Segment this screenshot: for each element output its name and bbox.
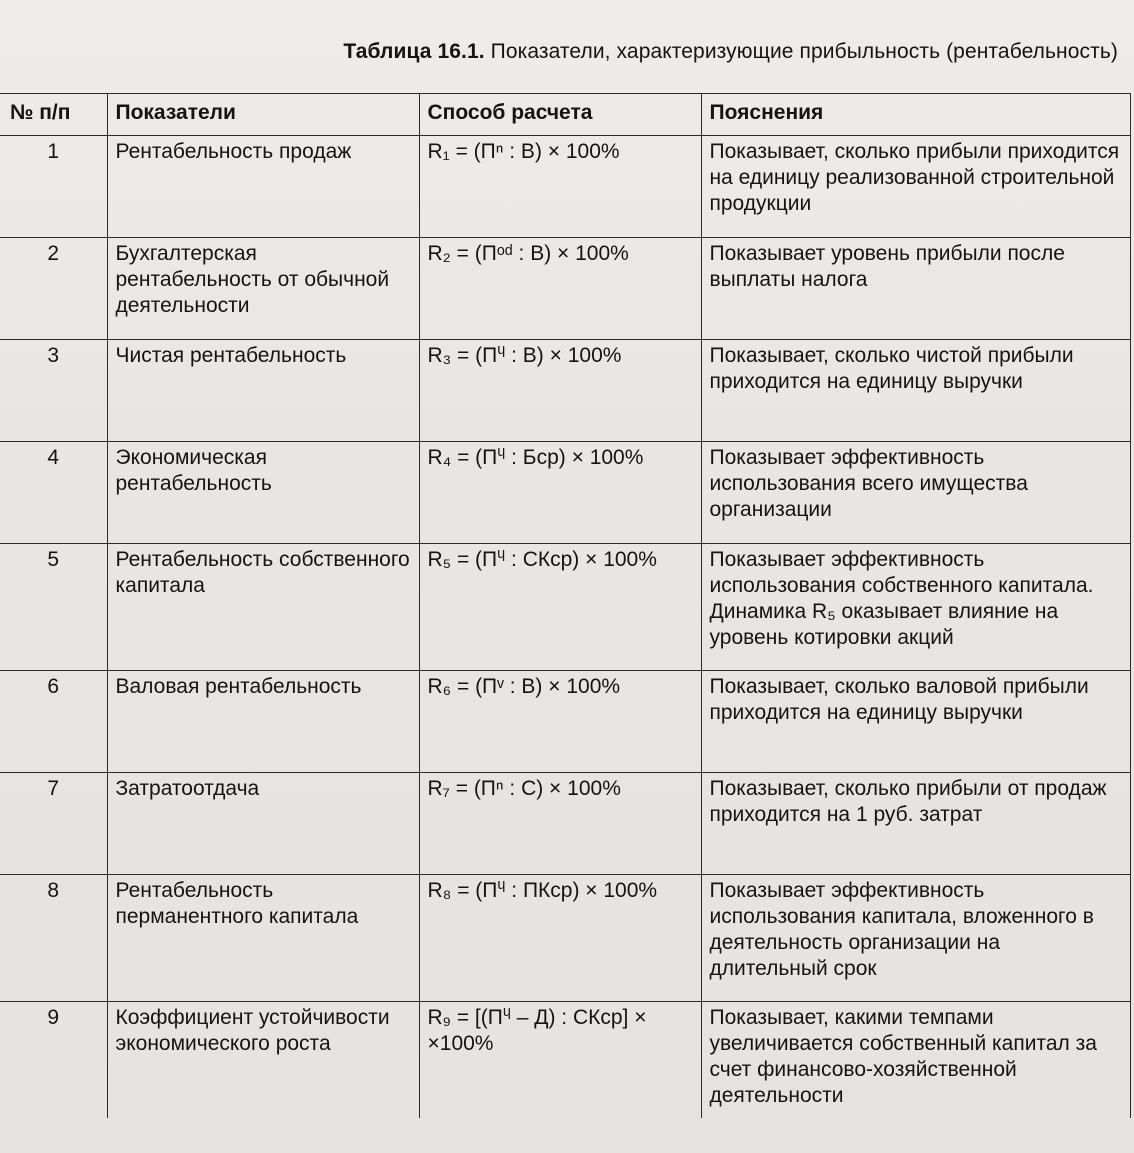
row-indicator: Бухгалтерская рентабельность от обычной деятельности [107,238,419,340]
row-formula: R₈ = (Пᶣ : ПКср) × 100% [419,875,701,1002]
row-explanation: Показывает, сколько валовой прибыли приходится на единицу выручки [701,671,1130,773]
row-number: 2 [0,238,107,340]
row-indicator: Рентабельность продаж [107,136,419,238]
table-caption [343,40,1118,64]
caption-label: Таблица 16.1. [343,40,485,63]
row-indicator: Чистая рентабельность [107,340,419,442]
row-number: 6 [0,671,107,773]
table-row [0,340,1130,442]
header-explanation: Пояснения [701,94,1130,136]
row-formula: R₇ = (Пⁿ : С) × 100% [419,773,701,875]
row-formula: R₁ = (Пⁿ : В) × 100% [419,136,701,238]
row-indicator: Рентабельность перманентного капитала [107,875,419,1002]
row-formula: R₄ = (Пᶣ : Бср) × 100% [419,442,701,544]
row-indicator: Затратоотдача [107,773,419,875]
row-formula: R₃ = (Пᶣ : В) × 100% [419,340,701,442]
header-method: Способ расчета [419,94,701,136]
row-number: 9 [0,1002,107,1119]
table-row [0,1002,1130,1119]
row-number: 8 [0,875,107,1002]
row-explanation: Показывает, сколько прибыли приходится на единицу реализованной строительной продукции [701,136,1130,238]
row-number: 3 [0,340,107,442]
row-explanation: Показывает уровень прибыли после выплаты налога [701,238,1130,340]
table-row [0,238,1130,340]
table-row [0,442,1130,544]
row-explanation: Показывает, сколько чистой прибыли приходится на единицу выручки [701,340,1130,442]
row-explanation: Показывает, какими темпами увеличивается собственный капитал за счет финансово-хозяйственной деятельности [701,1002,1130,1119]
row-number: 7 [0,773,107,875]
row-formula: R₅ = (Пᶣ : СКср) × 100% [419,544,701,671]
table-row [0,544,1130,671]
row-indicator: Экономическая рентабельность [107,442,419,544]
table-row [0,875,1130,1002]
row-explanation: Показывает эффективность использования собственного капитала. Динамика R₅ оказывает влияние на уровень котировки акций [701,544,1130,671]
row-number: 4 [0,442,107,544]
table-header-row [0,94,1130,136]
row-formula: R₆ = (Пᵛ : В) × 100% [419,671,701,773]
header-number: № п/п [0,94,107,136]
row-explanation: Показывает, сколько прибыли от продаж приходится на 1 руб. затрат [701,773,1130,875]
row-indicator: Рентабельность собственного капитала [107,544,419,671]
profitability-table [0,93,1131,1118]
caption-text: Показатели, характеризующие прибыльность (рентабельность) [490,40,1118,63]
row-number: 1 [0,136,107,238]
header-indicator: Показатели [107,94,419,136]
table-row [0,671,1130,773]
row-formula: R₂ = (Пᵒᵈ : В) × 100% [419,238,701,340]
row-explanation: Показывает эффективность использования капитала, вложенного в деятельность организации на длительный срок [701,875,1130,1002]
row-formula: R₉ = [(Пᶣ – Д) : СКср] × ×100% [419,1002,701,1119]
row-indicator: Коэффициент устойчивости экономического роста [107,1002,419,1119]
table-row [0,773,1130,875]
table-row [0,136,1130,238]
row-indicator: Валовая рентабельность [107,671,419,773]
row-explanation: Показывает эффективность использования всего имущества организации [701,442,1130,544]
row-number: 5 [0,544,107,671]
